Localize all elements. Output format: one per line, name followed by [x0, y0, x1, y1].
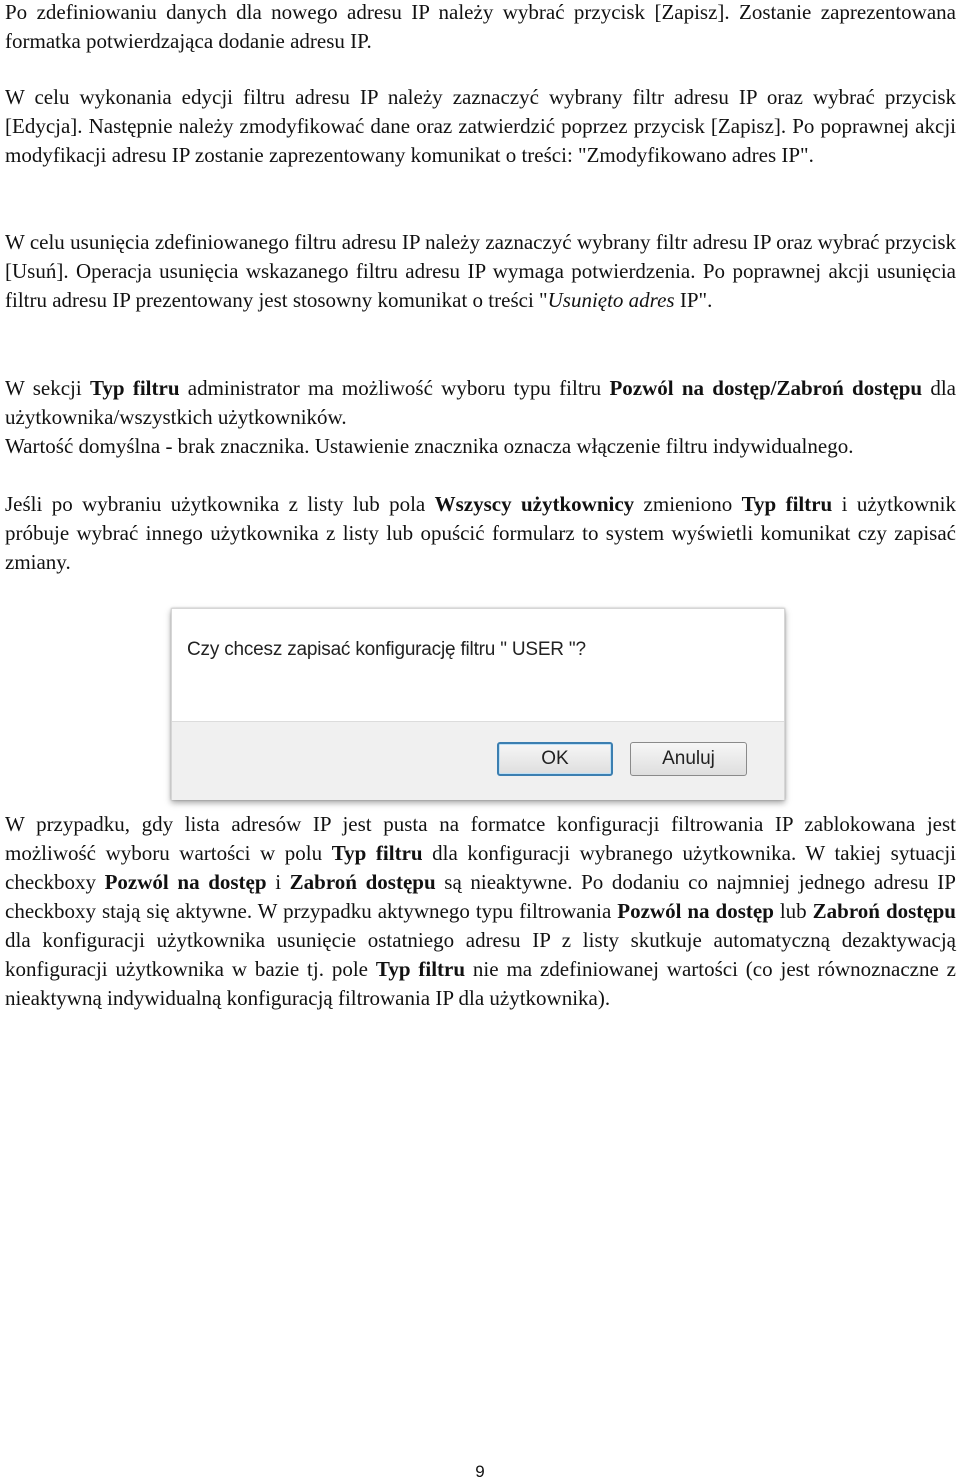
bold-text: Wszyscy użytkownicy [434, 492, 635, 516]
ok-button[interactable]: OK [497, 742, 613, 776]
bold-text: Typ filtru [375, 957, 466, 981]
cancel-button[interactable]: Anuluj [630, 742, 747, 776]
dialog-message: Czy chcesz zapisać konfigurację filtru " USER "? [187, 639, 586, 660]
paragraph-text: i [266, 870, 290, 894]
bold-text: Pozwól na dostęp/Zabroń dostępu [609, 376, 923, 400]
paragraph-text: są nieaktywne. Po dodaniu co najmniej jednego adresu IP checkboxy stają się aktywne. W przypadku aktywnego typu filtrowania [5, 870, 956, 923]
bold-text: Typ filtru [89, 376, 180, 400]
dialog-footer [172, 721, 784, 800]
confirm-dialog-screenshot [171, 608, 785, 800]
bold-text: Typ filtru [741, 492, 833, 516]
paragraph-text: W sekcji [5, 376, 90, 400]
paragraph-text: i użytkownik próbuje wybrać innego użytkownika z listy lub opuścić formularz to system wyświetli komunikat czy zapisać zmiany. [5, 492, 956, 574]
paragraph-text: dla konfiguracji użytkownika usunięcie ostatniego adresu IP z listy skutkuje automatyczną dezaktywacją konfiguracji użytkownika w bazie tj. pole [5, 928, 956, 981]
paragraph-text: zmieniono [634, 492, 742, 516]
paragraph-text: lub [773, 899, 813, 923]
bold-text: Pozwól na dostęp [104, 870, 267, 894]
italic-text: Usunięto adres [547, 288, 675, 312]
paragraph-text: W przypadku, gdy lista adresów IP jest pusta na formatce konfiguracji filtrowania IP zablokowana jest możliwość wyboru wartości w polu [5, 812, 956, 865]
paragraph-text: Wartość domyślna - brak znacznika. Ustawienie znacznika oznacza włączenie filtru indywidualnego. [5, 434, 854, 458]
paragraph-empty-list [5, 810, 956, 1013]
paragraph-text: dla konfiguracji wybranego użytkownika. W takiej sytuacji checkboxy [5, 841, 956, 894]
page-number: 9 [475, 1462, 485, 1481]
paragraph-text: Po zdefiniowaniu danych dla nowego adresu IP należy wybrać przycisk [Zapisz]. Zostanie zaprezentowana formatka potwierdzająca dodanie adresu IP. [5, 0, 956, 53]
paragraph-save-ip [5, 0, 956, 56]
paragraph-text: Jeśli po wybraniu użytkownika z listy lub pola [5, 492, 435, 516]
bold-text: Zabroń dostępu [812, 899, 956, 923]
paragraph-text: dla użytkownika/wszystkich użytkowników. [5, 376, 956, 429]
paragraph-text: administrator ma możliwość wyboru typu filtru [179, 376, 610, 400]
bold-text: Zabroń dostępu [289, 870, 436, 894]
paragraph-default-value [5, 432, 853, 461]
paragraph-filter-type [5, 374, 956, 432]
paragraph-text: W celu usunięcia zdefiniowanego filtru adresu IP należy zaznaczyć wybrany filtr adresu IP oraz wybrać przycisk [Usuń]. Operacja usunięcia wskazanego filtru adresu IP wymaga potwierdzenia. Po poprawnej akcji usunięcia filtru adresu IP prezentowany jest stosowny komunikat o treści " [5, 230, 956, 312]
bold-text: Pozwól na dostęp [617, 899, 774, 923]
paragraph-text: IP". [674, 288, 713, 312]
bold-text: Typ filtru [331, 841, 423, 865]
paragraph-edit-ip [5, 83, 956, 170]
paragraph-delete-ip [5, 228, 956, 315]
paragraph-text: nie ma zdefiniowanej wartości (co jest równoznaczne z nieaktywną indywidualną konfiguracją filtrowania IP dla użytkownika). [5, 957, 956, 1010]
paragraph-save-prompt [5, 490, 956, 577]
paragraph-text: W celu wykonania edycji filtru adresu IP należy zaznaczyć wybrany filtr adresu IP oraz wybrać przycisk [Edycja]. Następnie należy zmodyfikować dane oraz zatwierdzić poprzez przycisk [Zapisz]. Po poprawnej akcji modyfikacji adresu IP zostanie zaprezentowany komunikat o treści: "Zmodyfikowano adres IP". [5, 85, 956, 167]
